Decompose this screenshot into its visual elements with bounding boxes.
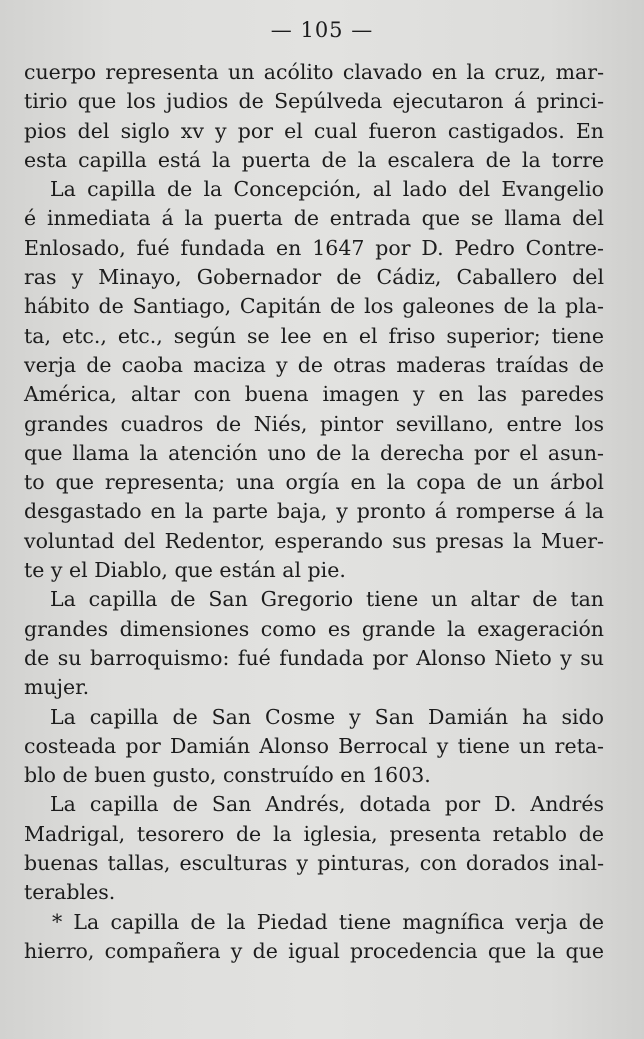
body-text <box>24 58 604 966</box>
text-line: grandes dimensiones como es grande la exageración <box>24 616 604 641</box>
text-line: costeada por Damián Alonso Berrocal y tiene un reta- <box>24 733 604 758</box>
paragraph-start-line: La capilla de la Concepción, al lado del Evangelio <box>50 177 604 202</box>
paragraph-start-line: La capilla de San Andrés, dotada por D. Andrés <box>50 792 604 817</box>
paragraph-start-line: * La capilla de la Piedad tiene magnífica verja de <box>52 909 604 934</box>
text-line: é inmediata á la puerta de entrada que se llama del <box>24 206 604 231</box>
text-line: América, altar con buena imagen y en las paredes <box>24 382 604 407</box>
text-line: tirio que los judios de Sepúlveda ejecutaron á princi- <box>24 89 604 114</box>
paragraph-end-line: te y el Diablo, que están al pie. <box>24 558 346 583</box>
text-line: esta capilla está la puerta de la escalera de la torre <box>24 147 604 172</box>
text-line: que llama la atención uno de la derecha por el asun- <box>24 440 604 465</box>
text-line: hierro, compañera y de igual procedencia que la que <box>24 938 604 963</box>
text-line: ta, etc., etc., según se lee en el friso superior; tiene <box>24 323 604 348</box>
page-number: — 105 — <box>270 18 374 42</box>
text-line: Enlosado, fué fundada en 1647 por D. Pedro Contre- <box>24 235 604 260</box>
text-line: de su barroquismo: fué fundada por Alonso Nieto y su <box>24 645 604 670</box>
text-line: Madrigal, tesorero de la iglesia, presenta retablo de <box>24 821 604 846</box>
paragraph-start-line: La capilla de San Cosme y San Damián ha sido <box>50 704 604 729</box>
text-line: pios del siglo xv y por el cual fueron castigados. En <box>24 118 604 143</box>
paragraph-end-line: mujer. <box>24 675 90 700</box>
paragraph-start-line: La capilla de San Gregorio tiene un altar de tan <box>50 587 604 612</box>
paragraph-end-line: blo de buen gusto, construído en 1603. <box>24 763 431 788</box>
paragraph-end-line: terables. <box>24 880 116 905</box>
text-line: verja de caoba maciza y de otras maderas traídas de <box>24 352 604 377</box>
text-line: grandes cuadros de Niés, pintor sevillano, entre los <box>24 411 604 436</box>
text-line: voluntad del Redentor, esperando sus presas la Muer- <box>24 528 604 553</box>
text-line: to que representa; una orgía en la copa de un árbol <box>24 470 604 495</box>
text-line: hábito de Santiago, Capitán de los galeones de la pla- <box>24 294 604 319</box>
text-line: desgastado en la parte baja, y pronto á romperse á la <box>24 499 604 524</box>
text-line: cuerpo representa un acólito clavado en la cruz, mar- <box>24 60 604 84</box>
text-line: buenas tallas, esculturas y pinturas, con dorados inal- <box>24 851 604 876</box>
text-line: ras y Minayo, Gobernador de Cádiz, Caballero del <box>24 265 604 290</box>
